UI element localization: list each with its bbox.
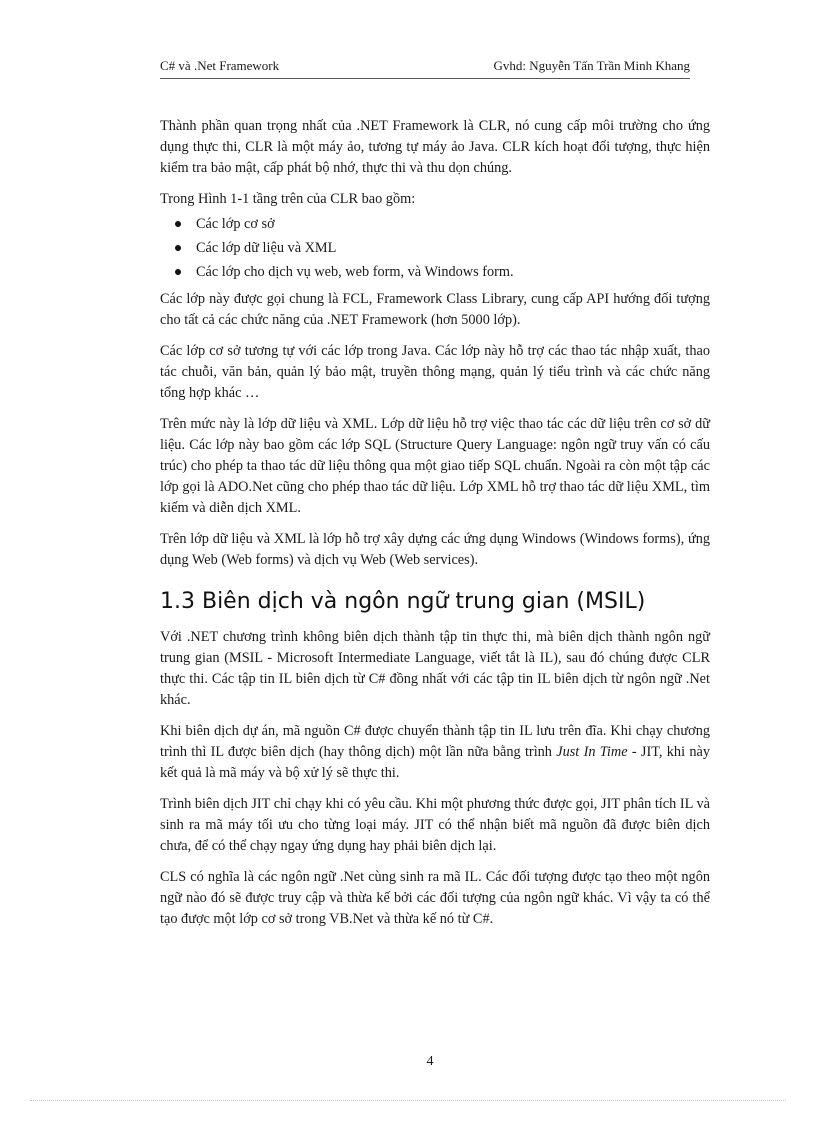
page-header [160,56,690,79]
list-item: Các lớp cơ sở [160,214,710,235]
paragraph-msil: Với .NET chương trình không biên dịch thành tập tin thực thi, mà biên dịch thành ngôn ngữ trung gian (MSIL - Microsoft Intermediate Language, viết tắt là IL), sau đó chúng được CLR thực thi. Các tập tin IL biên dịch từ C# đồng nhất với các tập tin IL biên dịch từ ngôn ngữ .Net khác. [160,629,710,708]
bottom-divider [30,1100,786,1101]
paragraph-jit-compiler: Trình biên dịch JIT chỉ chạy khi có yêu cầu. Khi một phương thức được gọi, JIT phân tích IL và sinh ra mã máy tối ưu cho từng loại máy. JIT có thể nhận biết mã nguồn đã được biên dịch chưa, để có thể chạy ngay ứng dụng hay phải biên dịch lại. [160,796,710,854]
list-item: Các lớp dữ liệu và XML [160,238,710,259]
bullet-list [160,214,710,283]
paragraph-base-classes: Các lớp cơ sở tương tự với các lớp trong Java. Các lớp này hỗ trợ các thao tác nhập xuất, thao tác chuỗi, văn bản, quản lý bảo mật, truyền thông mạng, quản lý tiểu trình và các chức năng tổng hợp khác … [160,343,710,401]
list-item: Các lớp cho dịch vụ web, web form, và Windows form. [160,262,710,283]
paragraph-data-xml: Trên mức này là lớp dữ liệu và XML. Lớp dữ liệu hỗ trợ việc thao tác các dữ liệu trên cơ sở dữ liệu. Các lớp này bao gồm các lớp SQL (Structure Query Language: ngôn ngữ truy vấn có cấu trúc) cho phép ta thao tác dữ liệu thông qua một giao tiếp SQL chuẩn. Ngoài ra còn một tập các lớp gọi là ADO.Net cũng cho phép thao tác dữ liệu. Lớp XML hỗ trợ thao tác dữ liệu XML, tìm kiếm và diễn dịch XML. [160,416,710,516]
paragraph-fcl: Các lớp này được gọi chung là FCL, Framework Class Library, cung cấp API hướng đối tượng cho tất cả các chức năng của .NET Framework (hơn 5000 lớp). [160,291,710,328]
paragraph-windows-web: Trên lớp dữ liệu và XML là lớp hỗ trợ xây dựng các ứng dụng Windows (Windows forms), ứng dụng Web (Web forms) và dịch vụ Web (Web services). [160,531,710,568]
header-left-title: C# và .Net Framework [160,58,280,73]
section-heading: 1.3 Biên dịch và ngôn ngữ trung gian (MSIL) [160,589,646,614]
document-body [160,116,710,940]
header-right-advisor: Gvhd: Nguyễn Tấn Trần Minh Khang [493,58,690,73]
bullet-icon [175,245,181,251]
paragraph-clr-intro: Thành phần quan trọng nhất của .NET Framework là CLR, nó cung cấp môi trường cho ứng dụng thực thi, CLR là một máy ảo, tương tự máy ảo Java. CLR kích hoạt đối tượng, thực hiện kiểm tra bảo mật, cấp phát bộ nhớ, thực thi và thu dọn chúng. [160,118,710,176]
bullet-icon [175,269,181,275]
page-number: 4 [426,1054,434,1069]
paragraph-cls: CLS có nghĩa là các ngôn ngữ .Net cùng sinh ra mã IL. Các đối tượng được tạo theo một ngôn ngữ nào đó sẽ được truy cập và thừa kế bởi các đối tượng của ngôn ngữ khác. Vì vậy ta có thể tạo được một lớp cơ sở trong VB.Net và thừa kế nó từ C#. [160,869,710,927]
bullet-icon [175,221,181,227]
paragraph-jit-intro: Khi biên dịch dự án, mã nguồn C# được chuyển thành tập tin IL lưu trên đĩa. Khi chạy chương trình thì IL được biên dịch (hay thông dịch) một lần nữa bằng trình Just In Time - JIT, khi này kết quả là mã máy và bộ xử lý sẽ thực thi. [160,723,710,781]
jit-italic-term: Just In Time [556,744,628,760]
paragraph-clr-layers: Trong Hình 1-1 tầng trên của CLR bao gồm: [160,191,416,207]
